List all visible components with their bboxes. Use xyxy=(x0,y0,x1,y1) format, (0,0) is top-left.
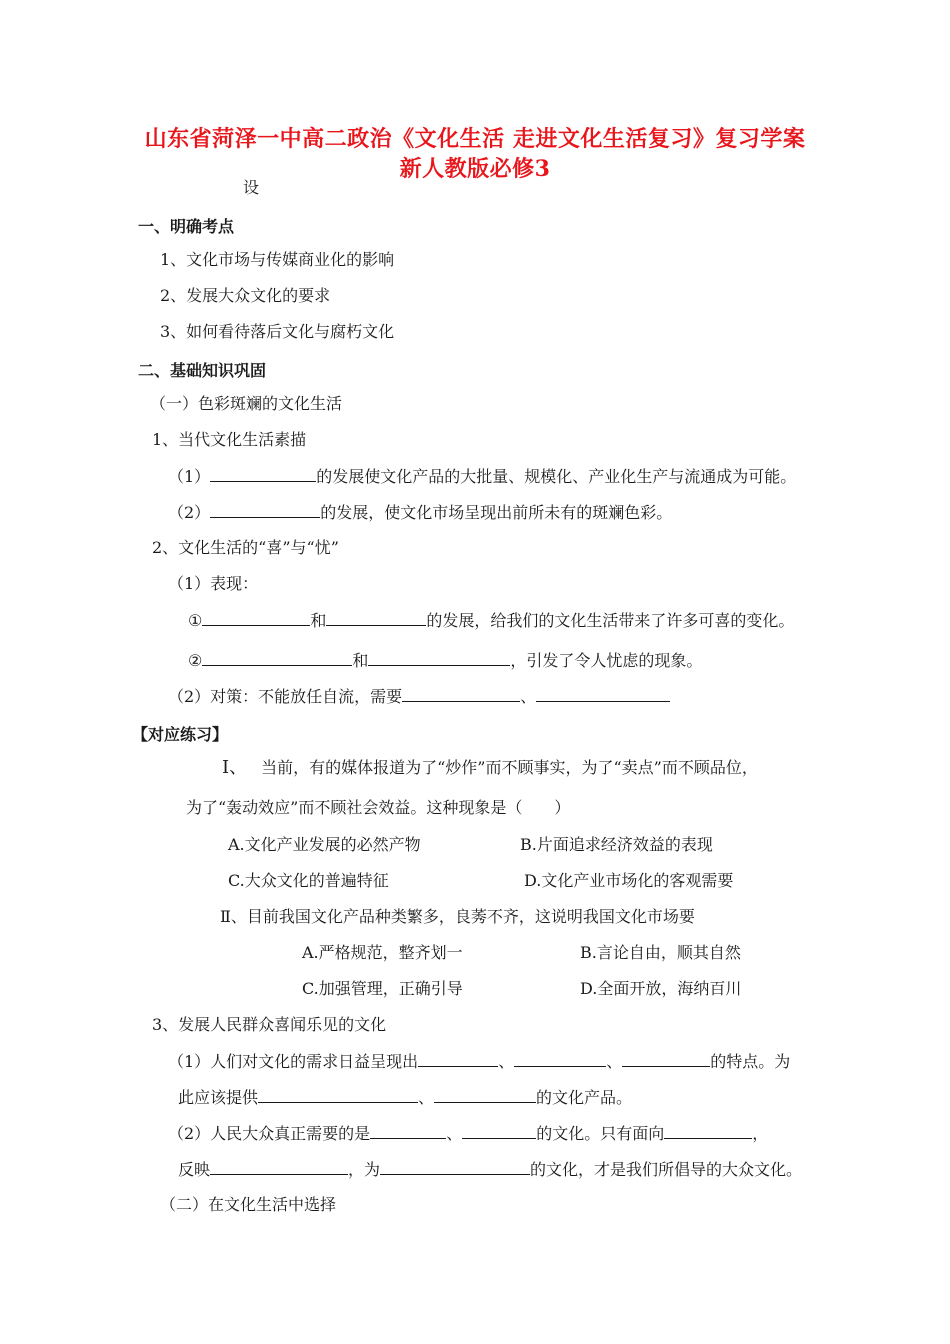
fill-line xyxy=(178,1087,632,1108)
item-text: ，为 xyxy=(348,1160,381,1179)
blank[interactable] xyxy=(210,466,316,482)
section-heading-jichu: 二、基础知识巩固 xyxy=(138,361,267,380)
fill-line xyxy=(188,610,794,631)
blank[interactable] xyxy=(622,1051,710,1067)
item-text: 、 xyxy=(418,1088,435,1107)
fill-line xyxy=(168,1051,790,1072)
fill-line xyxy=(188,650,702,671)
blank[interactable] xyxy=(370,1123,446,1139)
fill-line xyxy=(178,1159,802,1180)
item-prefix: （2） xyxy=(168,503,211,522)
item-prefix: ① xyxy=(188,611,203,630)
kaodian-item: 3、如何看待落后文化与腐朽文化 xyxy=(160,322,395,341)
option-d[interactable]: D.全面开放，海纳百川 xyxy=(580,979,742,998)
item-prefix: ② xyxy=(188,651,203,670)
option-a[interactable]: A.严格规范，整齐划一 xyxy=(302,943,463,962)
option-c[interactable]: C.大众文化的普遍特征 xyxy=(228,871,389,890)
item-text: 的文化产品。 xyxy=(536,1088,633,1107)
blank[interactable] xyxy=(326,610,426,626)
item-text: 、 xyxy=(520,687,537,706)
part-heading: （二）在文化生活中选择 xyxy=(160,1195,337,1214)
blank[interactable] xyxy=(210,502,320,518)
item-text: 反映 xyxy=(178,1160,211,1179)
item-text: （2）对策：不能放任自流，需要 xyxy=(168,687,403,706)
blank[interactable] xyxy=(202,650,352,666)
item-text: 和 xyxy=(310,611,327,630)
item-text: 和 xyxy=(352,651,369,670)
option-a[interactable]: A.文化产业发展的必然产物 xyxy=(228,835,421,854)
sub-heading: （1）表现： xyxy=(168,574,259,593)
blank[interactable] xyxy=(202,610,310,626)
blank[interactable] xyxy=(210,1159,348,1175)
practice-question-2: Ⅱ、目前我国文化产品种类繁多，良莠不齐，这说明我国文化市场要 xyxy=(220,907,695,926)
stray-character: 设 xyxy=(243,178,260,197)
option-b[interactable]: B.片面追求经济效益的表现 xyxy=(520,835,713,854)
item-text: （1）人们对文化的需求日益呈现出 xyxy=(168,1052,419,1071)
item-text: 的发展，给我们的文化生活带来了许多可喜的变化。 xyxy=(426,611,795,630)
item-text: ，引发了令人忧虑的现象。 xyxy=(510,651,703,670)
part-heading: （一）色彩斑斓的文化生活 xyxy=(150,394,343,413)
blank[interactable] xyxy=(418,1051,498,1067)
practice-heading: 【对应练习】 xyxy=(132,725,229,744)
blank[interactable] xyxy=(258,1087,418,1103)
kaodian-item: 2、发展大众文化的要求 xyxy=(160,286,331,305)
blank[interactable] xyxy=(434,1087,536,1103)
blank[interactable] xyxy=(536,686,670,702)
kaodian-item: 1、文化市场与传媒商业化的影响 xyxy=(160,250,395,269)
item-text: 的发展使文化产品的大批量、规模化、产业化生产与流通成为可能。 xyxy=(316,467,797,486)
item-text: 的特点。为 xyxy=(710,1052,791,1071)
item-text: 、 xyxy=(446,1124,463,1143)
item-text: 、 xyxy=(498,1052,515,1071)
item-text: （2）人民大众真正需要的是 xyxy=(168,1124,371,1143)
item-prefix: （1） xyxy=(168,467,211,486)
option-c[interactable]: C.加强管理，正确引导 xyxy=(302,979,463,998)
item-text: 此应该提供 xyxy=(178,1088,259,1107)
question-heading: 1、当代文化生活素描 xyxy=(152,430,307,449)
document-title-line1: 山东省菏泽一中高二政治《文化生活 走进文化生活复习》复习学案 xyxy=(144,126,806,152)
blank[interactable] xyxy=(368,650,510,666)
document-title-line2: 新人教版必修3 xyxy=(399,156,551,182)
practice-question-1 xyxy=(222,758,758,778)
blank[interactable] xyxy=(664,1123,752,1139)
item-text: 的文化。只有面向 xyxy=(536,1124,665,1143)
blank[interactable] xyxy=(514,1051,606,1067)
fill-line xyxy=(168,502,672,523)
blank[interactable] xyxy=(462,1123,536,1139)
blank[interactable] xyxy=(402,686,520,702)
option-d[interactable]: D.文化产业市场化的客观需要 xyxy=(524,871,734,890)
question-number: Ⅰ、 xyxy=(222,757,248,778)
question-heading: 3、发展人民群众喜闻乐见的文化 xyxy=(152,1015,387,1034)
blank[interactable] xyxy=(380,1159,530,1175)
item-text: ， xyxy=(752,1124,769,1143)
fill-line xyxy=(168,686,670,707)
fill-line xyxy=(168,466,796,487)
fill-line xyxy=(168,1123,768,1144)
question-text: 当前，有的媒体报道为了“炒作”而不顾事实，为了“卖点”而不顾品位， xyxy=(261,758,758,777)
question-text: 为了“轰动效应”而不顾社会效益。这种现象是（ ） xyxy=(186,798,571,817)
section-heading-kaodian: 一、明确考点 xyxy=(138,217,235,236)
question-heading: 2、文化生活的“喜”与“忧” xyxy=(152,538,339,557)
item-text: 的文化，才是我们所倡导的大众文化。 xyxy=(530,1160,803,1179)
item-text: 、 xyxy=(606,1052,623,1071)
option-b[interactable]: B.言论自由，顺其自然 xyxy=(580,943,741,962)
item-text: 的发展，使文化市场呈现出前所未有的斑斓色彩。 xyxy=(320,503,673,522)
